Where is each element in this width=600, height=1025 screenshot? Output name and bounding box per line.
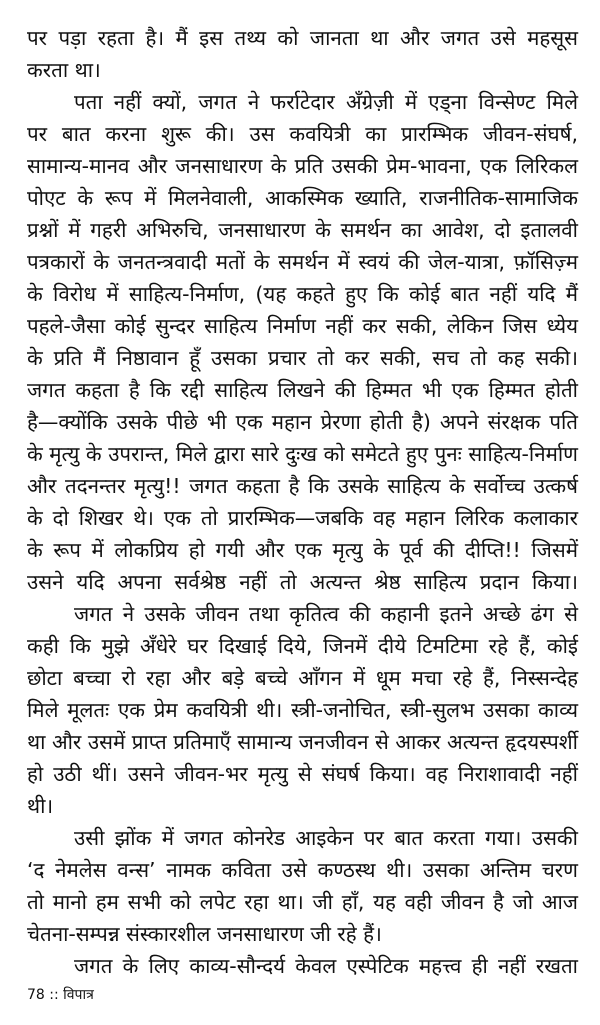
text-line: पर बात करना शुरू की। उस कवयित्री का प्रारम्भिक जीवन-संघर्ष, [27,122,578,146]
text-line: छोटा बच्चा रो रहा और बड़े बच्चे आँगन में धूम मचा रहे हैं, निस्सन्देह [27,666,578,690]
text-line: उसी झोंक में जगत कोनरेड आइकेन पर बात करता गया। उसकी [74,826,578,850]
text-line: और तदनन्तर मृत्यु!! जगत कहता है कि उसके साहित्य के सर्वोच्च उत्कर्ष [27,474,578,498]
text-line: के रूप में लोकप्रिय हो गयी और एक मृत्यु के पूर्व की दीप्ति!! जिसमें [27,538,578,562]
text-line: सामान्य-मानव और जनसाधारण के प्रति उसकी प्रेम-भावना, एक लिरिकल [27,154,578,178]
text-line: ‘द नेमलेस वन्स’ नामक कविता उसे कण्ठस्थ थी। उसका अन्तिम चरण [27,858,578,882]
text-line: पहले-जैसा कोई सुन्दर साहित्य निर्माण नहीं कर सकी, लेकिन जिस ध्येय [27,314,578,338]
text-line: तो मानो हम सभी को लपेट रहा था। जी हाँ, यह वही जीवन है जो आज [27,890,578,914]
text-line: के मृत्यु के उपरान्त, मिले द्वारा सारे दुःख को समेटते हुए पुनः साहित्य-निर्माण [27,442,578,466]
text-line: चेतना-सम्पन्न संस्कारशील जनसाधारण जी रहे हैं। [27,922,382,946]
text-line: जगत ने उसके जीवन तथा कृतित्व की कहानी इतने अच्छे ढंग से [74,602,578,626]
text-line: पर पड़ा रहता है। मैं इस तथ्य को जानता था और जगत उसे महसूस [27,26,578,50]
text-line: थी। [27,794,54,818]
text-line: था और उसमें प्राप्त प्रतिमाएँ सामान्य जनजीवन से आकर अत्यन्त हृदयस्पर्शी [27,730,578,754]
text-line: मिले मूलतः एक प्रेम कवयित्री थी। स्त्री-जनोचित, स्त्री-सुलभ उसका काव्य [27,698,578,722]
text-line: हो उठी थीं। उसने जीवन-भर मृत्यु से संघर्ष किया। वह निराशावादी नहीं [27,762,578,786]
page-footer: 78 :: विपात्र [27,987,94,1003]
text-line: उसने यदि अपना सर्वश्रेष्ठ नहीं तो अत्यन्त श्रेष्ठ साहित्य प्रदान किया। [27,570,578,594]
text-line: पत्रकारों के जनतन्त्रवादी मतों के समर्थन में स्वयं की जेल-यात्रा, फ़ॉसिज़्म [27,250,578,274]
text-line: प्रश्नों में गहरी अभिरुचि, जनसाधारण के समर्थन का आवेश, दो इतालवी [27,218,578,242]
text-line: जगत के लिए काव्य-सौन्दर्य केवल एस्पेटिक महत्त्व ही नहीं रखता [74,954,578,978]
text-line: कही कि मुझे अँधेरे घर दिखाई दिये, जिनमें दीये टिमटिमा रहे हैं, कोई [27,634,578,658]
text-line: के विरोध में साहित्य-निर्माण, (यह कहते हुए कि कोई बात नहीं यदि मैं [27,282,578,306]
text-line: के प्रति मैं निष्ठावान हूँ उसका प्रचार तो कर सकी, सच तो कह सकी। [27,346,578,370]
text-line: पता नहीं क्यों, जगत ने फर्राटेदार अँग्रेज़ी में एड्ना विन्सेण्ट मिले [74,90,578,114]
text-line: करता था। [27,58,101,82]
text-line: जगत कहता है कि रद्दी साहित्य लिखने की हिम्मत भी एक हिम्मत होती [27,378,578,402]
text-line: के दो शिखर थे। एक तो प्रारम्भिक—जबकि वह महान लिरिक कलाकार [27,506,578,530]
text-line: है—क्योंकि उसके पीछे भी एक महान प्रेरणा होती है) अपने संरक्षक पति [27,410,578,434]
text-line: पोएट के रूप में मिलनेवाली, आकस्मिक ख्याति, राजनीतिक-सामाजिक [27,186,578,210]
